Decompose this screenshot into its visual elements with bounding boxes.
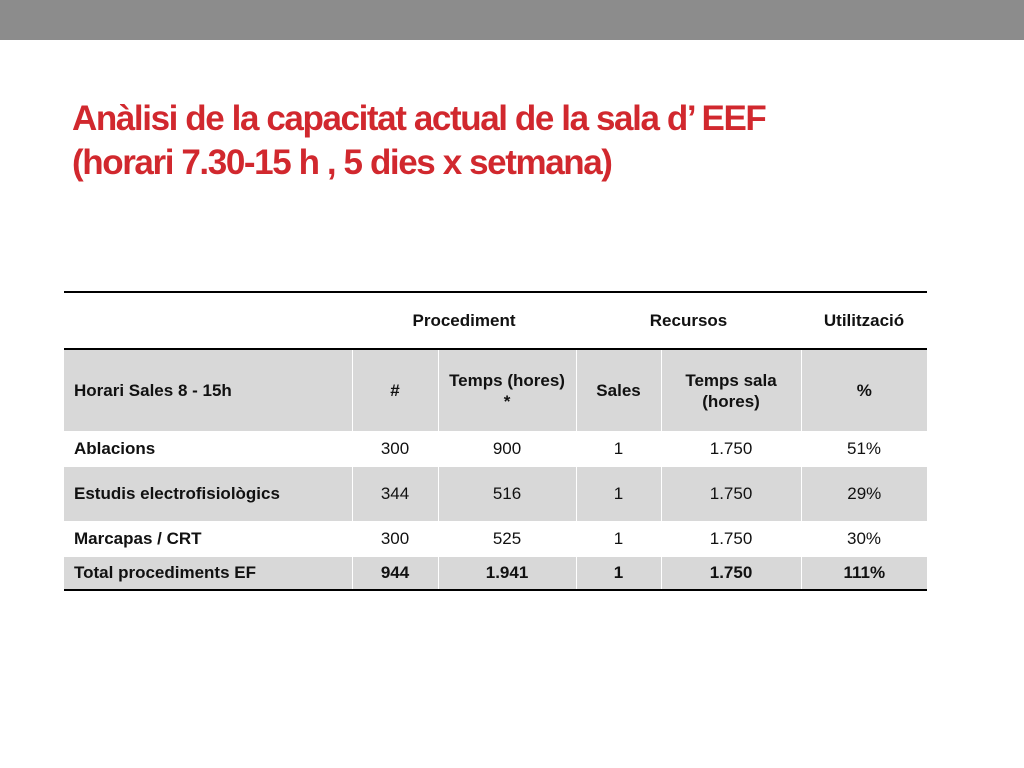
total-row	[64, 557, 927, 590]
total-pct: 111%	[801, 557, 927, 590]
cell-sales: 1	[576, 467, 661, 521]
col-header-sales: Sales	[576, 349, 661, 431]
total-temps: 1.941	[438, 557, 576, 590]
cell-pct: 51%	[847, 439, 882, 458]
table-row	[64, 467, 927, 521]
cell-temps: 525	[492, 529, 522, 548]
total-temps-sala: 1.750	[661, 557, 801, 590]
slide-title-line-2: (horari 7.30-15 h , 5 dies x setmana)	[72, 143, 612, 182]
cell-pct: 30%	[847, 529, 882, 548]
total-sales: 1	[576, 557, 661, 590]
cell-pct: 29%	[801, 467, 927, 521]
total-name: Total procediments EF	[64, 557, 352, 590]
group-header-recursos: Recursos	[576, 292, 801, 349]
cell-num: 300	[380, 529, 410, 548]
col-header-horari: Horari Sales 8 - 15h	[64, 349, 352, 431]
group-header-row	[64, 292, 927, 349]
cell-temps: 900	[492, 439, 522, 458]
col-header-temps: Temps (hores) *	[438, 349, 576, 431]
group-header-procediment: Procediment	[352, 292, 576, 349]
row-name: Ablacions	[74, 439, 156, 458]
col-header-temps-sala: Temps sala (hores)	[661, 349, 801, 431]
capacity-table	[64, 291, 927, 591]
cell-num: 300	[380, 439, 410, 458]
cell-temps: 516	[438, 467, 576, 521]
row-name: Estudis electrofisiològics	[64, 467, 352, 521]
cell-sales: 1	[613, 529, 624, 548]
slide-title-line-1: Anàlisi de la capacitat actual de la sala d’ EEF	[72, 99, 766, 138]
slide-title	[72, 97, 952, 185]
cell-temps-sala: 1.750	[661, 467, 801, 521]
group-header-empty	[64, 292, 352, 349]
table-row	[64, 521, 927, 557]
row-name: Marcapas / CRT	[74, 529, 202, 548]
cell-temps-sala: 1.750	[709, 529, 753, 548]
column-header-row	[64, 349, 927, 431]
group-header-utilitzacio: Utilització	[801, 292, 927, 349]
cell-sales: 1	[613, 439, 624, 458]
col-header-num: #	[352, 349, 438, 431]
top-bar	[0, 0, 1024, 40]
total-num: 944	[352, 557, 438, 590]
cell-num: 344	[352, 467, 438, 521]
cell-temps-sala: 1.750	[709, 439, 753, 458]
col-header-pct: %	[801, 349, 927, 431]
table-row	[64, 431, 927, 467]
